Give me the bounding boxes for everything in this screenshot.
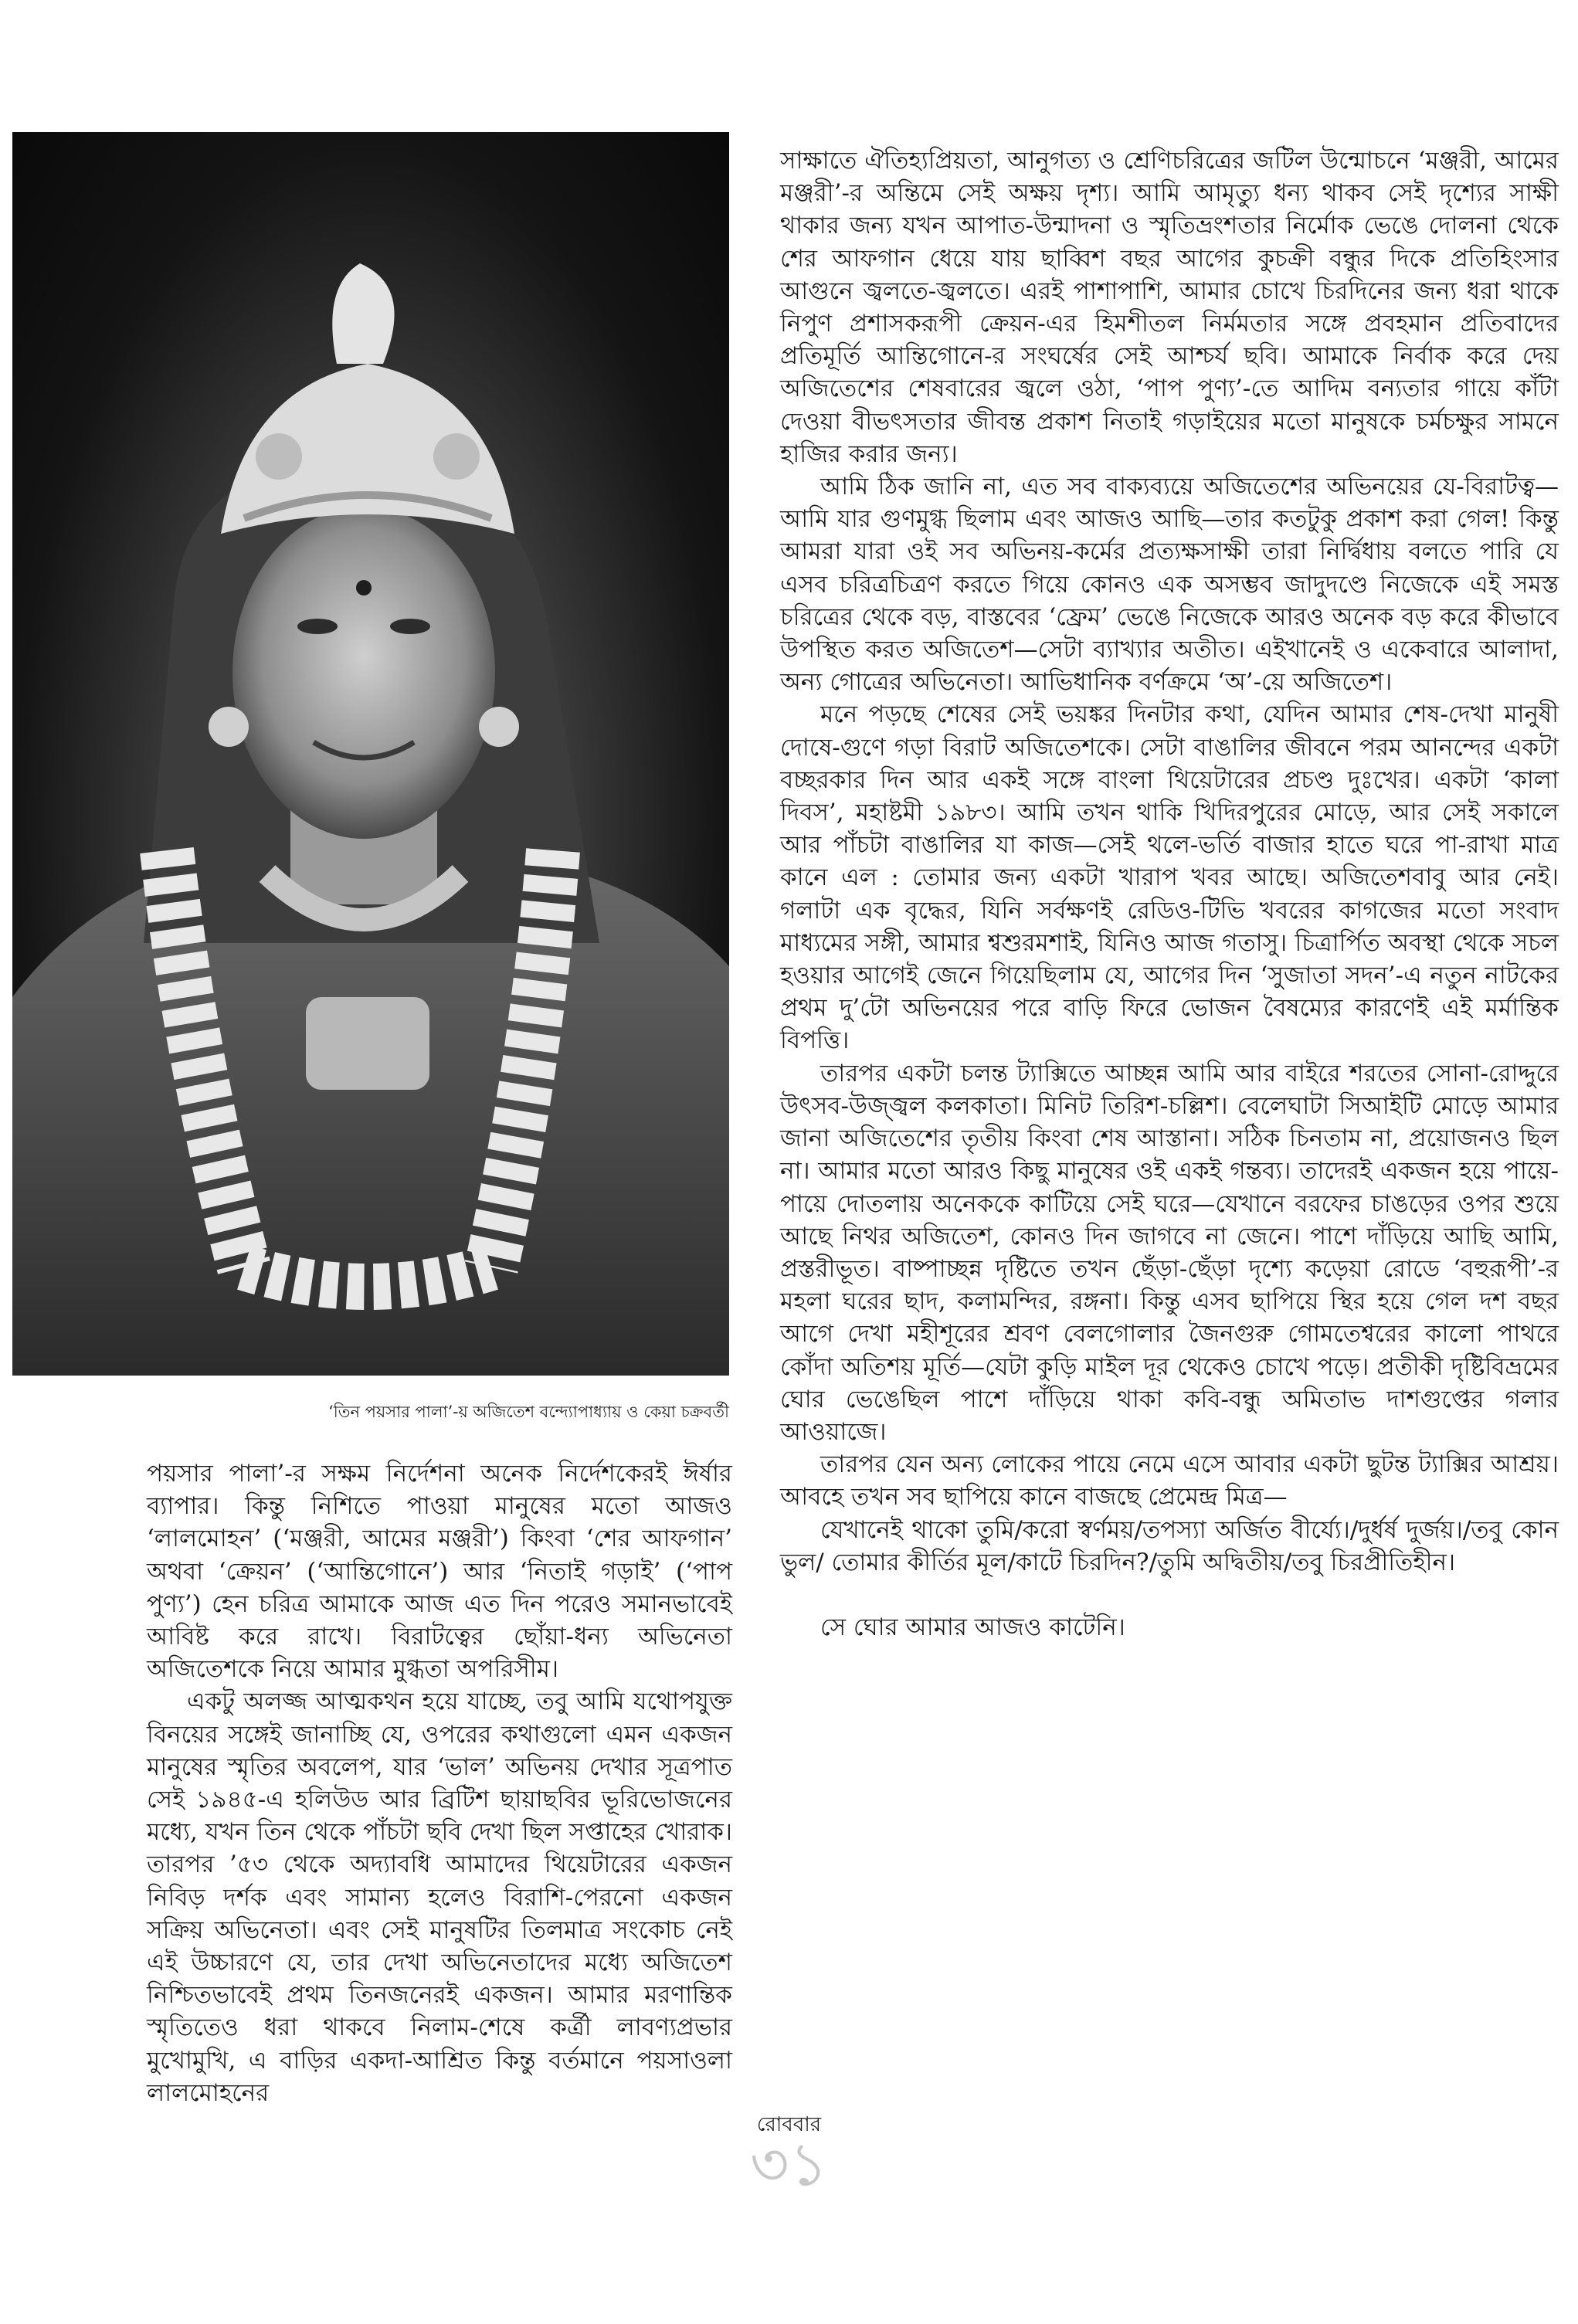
magazine-name: রোববার: [756, 2113, 822, 2136]
paragraph: সাক্ষাতে ঐতিহ্যপ্রিয়তা, আনুগত্য ও শ্রেণিচরিত্রের জটিল উন্মোচনে ‘মঞ্জরী, আমের মঞ্জরী’-র অন্তিমে সেই অক্ষয় দৃশ্য। আমি আমৃত্যু ধন্য থাকব সেই দৃশ্যের সাক্ষী থাকার জন্য যখন আপাত-উন্মাদনা ও স্মৃতিভ্রংশতার নির্মোক ভেঙে দোলনা থেকে শের আফগান ধেয়ে যায় ছাব্বিশ বছর আগের কুচক্রী বন্ধুর দিকে প্রতিহিংসার আগুনে জ্বলতে-জ্বলতে। এরই পাশাপাশি, আমার চোখে চিরদিনের জন্য ধরা থাকে নিপুণ প্রশাসকরূপী ক্রেয়ন-এর হিমশীতল নির্মমতার সঙ্গে প্রবহমান প্রতিবাদের প্রতিমূর্তি আন্তিগোনে-র সংঘর্ষের সেই আশ্চর্য ছবি। আমাকে নির্বাক করে দেয় অজিতেশের শেষবারের জ্বলে ওঠা, ‘পাপ পুণ্য’-তে আদিম বন্যতার গায়ে কাঁটা দেওয়া বীভৎসতার জীবন্ত প্রকাশ নিতাই গড়াইয়ের মতো মানুষকে চর্মচক্ষুর সামনে হাজির করার জন্য।: [780, 147, 1559, 468]
portrait-illustration: [12, 132, 729, 1376]
paragraph: মনে পড়ছে শেষের সেই ভয়ঙ্কর দিনটার কথা, যেদিন আমার শেষ-দেখা মানুষী দোষে-গুণে গড়া বিরাট অজিতেশকে। সেটা বাঙালির জীবনে পরম আনন্দের একটা বচ্ছরকার দিন আর একই সঙ্গে বাংলা থিয়েটারের প্রচণ্ড দুঃখের। একটা ‘কালা দিবস’, মহাষ্টমী ১৯৮৩। আমি তখন থাকি খিদিরপুরের মোড়ে, আর সেই সকালে আর পাঁচটা বাঙালির যা কাজ—সেই থলে-ভর্তি বাজার হাতে ঘরে পা-রাখা মাত্র কানে এল : তোমার জন্য একটা খারাপ খবর আছে। অজিতেশবাবু আর নেই। গলাটা এক বৃদ্ধের, যিনি সর্বক্ষণই রেডিও-টিভি খবরের কাগজের মতো সংবাদ মাধ্যমের সঙ্গী, আমার শ্বশুরমশাই, যিনিও আজ গতাসু। চিত্রার্পিত অবস্থা থেকে সচল হওয়ার আগেই জেনে গিয়েছিলাম যে, আগের দিন ‘সুজাতা সদন’-এ নতুন নাটকের প্রথম দু’টো অভিনয়ের পরে বাড়ি ফিরে ভোজন বৈষম্যের কারণেই এই মর্মান্তিক বিপত্তি।: [780, 701, 1559, 1055]
paragraph: আমি ঠিক জানি না, এত সব বাক্যব্যয়ে অজিতেশের অভিনয়ের যে-বিরাটত্ব—আমি যার গুণমুগ্ধ ছিলাম এবং আজও আছি—তার কতটুকু প্রকাশ করা গেল! কিন্তু আমরা যারা ওই সব অভিনয়-কর্মের প্রত্যক্ষসাক্ষী তারা নির্দ্বিধায় বলতে পারি যে এসব চরিত্রচিত্রণ করতে গিয়ে কোনও এক অসম্ভব জাদুদণ্ডে নিজেকে এই সমস্ত চরিত্রের থেকে বড়, বাস্তবের ‘ফ্রেম’ ভেঙে নিজেকে আরও অনেক বড় করে কীভাবে উপস্থিত করত অজিতেশ—সেটা ব্যাখ্যার অতীত। এইখানেই ও একেবারে আলাদা, অন্য গোত্রের অভিনেতা। আভিধানিক বর্ণক্রমে ‘অ’-য়ে অজিতেশ।: [780, 473, 1559, 697]
paragraph: পয়সার পালা’-র সক্ষম নির্দেশনা অনেক নির্দেশকেরই ঈর্ষার ব্যাপার। কিন্তু নিশিতে পাওয়া মানুষের মতো আজও ‘লালমোহন’ (‘মঞ্জরী, আমের মঞ্জরী’) কিংবা ‘শের আফগান’ অথবা ‘ক্রেয়ন’ (‘আন্তিগোনে’) আর ‘নিতাই গড়াই’ (‘পাপ পুণ্য’) হেন চরিত্র আমাকে আজ এত দিন পরেও সমানভাবেই আবিষ্ট করে রাখে। বিরাটত্বের ছোঁয়া-ধন্য অভিনেতা অজিতেশকে নিয়ে আমার মুগ্ধতা অপরিসীম।: [147, 1460, 732, 1684]
page-number: ৩১: [749, 2130, 829, 2200]
left-column: [147, 1457, 732, 2109]
right-column: [780, 144, 1559, 1644]
paragraph: তারপর যেন অন্য লোকের পায়ে নেমে এসে আবার একটা ছুটন্ত ট্যাক্সির আশ্রয়। আবহে তখন সব ছাপিয়ে কানে বাজছে প্রেমেন্দ্র মিত্র—: [780, 1450, 1559, 1511]
poem-quote: যেখানেই থাকো তুমি/করো স্বর্ণময়/তপস্যা অর্জিত বীর্য্যে।/দুর্ধর্ষ দুর্জয়।/তবু কোন ভুল/ তোমার কীর্তির মূল/কাটে চিরদিন?/তুমি অদ্বিতীয়/তবু চিরপ্রীতিহীন।: [780, 1515, 1559, 1576]
closing-line: সে ঘোর আমার আজও কাটেনি।: [820, 1613, 1125, 1641]
portrait-photo: [12, 132, 729, 1376]
paragraph: একটু অলজ্জ আত্মকথন হয়ে যাচ্ছে, তবু আমি যথোপযুক্ত বিনয়ের সঙ্গেই জানাচ্ছি যে, ওপরের কথাগুলো এমন একজন মানুষের স্মৃতির অবলেপ, যার ‘ভাল’ অভিনয় দেখার সূত্রপাত সেই ১৯৪৫-এ হলিউড আর ব্রিটিশ ছায়াছবির ভূরিভোজনের মধ্যে, যখন তিন থেকে পাঁচটা ছবি দেখা ছিল সপ্তাহের খোরাক। তারপর ’৫৩ থেকে অদ্যাবধি আমাদের থিয়েটারের একজন নিবিড় দর্শক এবং সামান্য হলেও বিরাশি-পেরনো একজন সক্রিয় অভিনেতা। এবং সেই মানুষটির তিলমাত্র সংকোচ নেই এই উচ্চারণে যে, তার দেখা অভিনেতাদের মধ্যে অজিতেশ নিশ্চিতভাবেই প্রথম তিনজনেরই একজন। আমার মরণান্তিক স্মৃতিতেও ধরা থাকবে নিলাম-শেষে কর্ত্রী লাবণ্যপ্রভার মুখোমুখি, এ বাড়ির একদা-আশ্রিত কিন্তু বর্তমানে পয়সাওলা লালমোহনের: [147, 1688, 732, 2107]
paragraph: তারপর একটা চলন্ত ট্যাক্সিতে আচ্ছন্ন আমি আর বাইরে শরতের সোনা-রোদ্দুরে উৎসব-উজ্জ্বল কলকাতা। মিনিট তিরিশ-চল্লিশ। বেলেঘাটা সিআইটি মোড়ে আমার জানা অজিতেশের তৃতীয় কিংবা শেষ আস্তানা। সঠিক চিনতাম না, প্রয়োজনও ছিল না। আমার মতো আরও কিছু মানুষের ওই একই গন্তব্য। তাদেরই একজন হয়ে পায়ে-পায়ে দোতলায় অনেককে কাটিয়ে সেই ঘরে—যেখানে বরফের চাঙড়ের ওপর শুয়ে আছে নিথর অজিতেশ, কোনও দিন জাগবে না জেনে। পাশে দাঁড়িয়ে আছি আমি, প্রস্তরীভূত। বাষ্পাচ্ছন্ন দৃষ্টিতে তখন ছেঁড়া-ছেঁড়া দৃশ্যে কড়েয়া রোডে ‘বহুরূপী’-র মহলা ঘরের ছাদ, কলামন্দির, রঙ্গনা। কিন্তু এসব ছাপিয়ে স্থির হয়ে গেল দশ বছর আগে দেখা মহীশূরের শ্রবণ বেলগোলার জৈনগুরু গোমতেশ্বরের কালো পাথরে কোঁদা অতিশয় মূর্তি—যেটা কুড়ি মাইল দূর থেকেও চোখে পড়ে। প্রতীকী দৃষ্টিবিভ্রমের ঘোর ভেঙেছিল পাশে দাঁড়িয়ে থাকা কবি-বন্ধু অমিতাভ দাশগুপ্তের গলার আওয়াজে।: [780, 1059, 1559, 1446]
photo-caption: ‘তিন পয়সার পালা’-য় অজিতেশ বন্দ্যোপাধ্যায় ও কেয়া চক্রবর্তী: [328, 1403, 729, 1421]
